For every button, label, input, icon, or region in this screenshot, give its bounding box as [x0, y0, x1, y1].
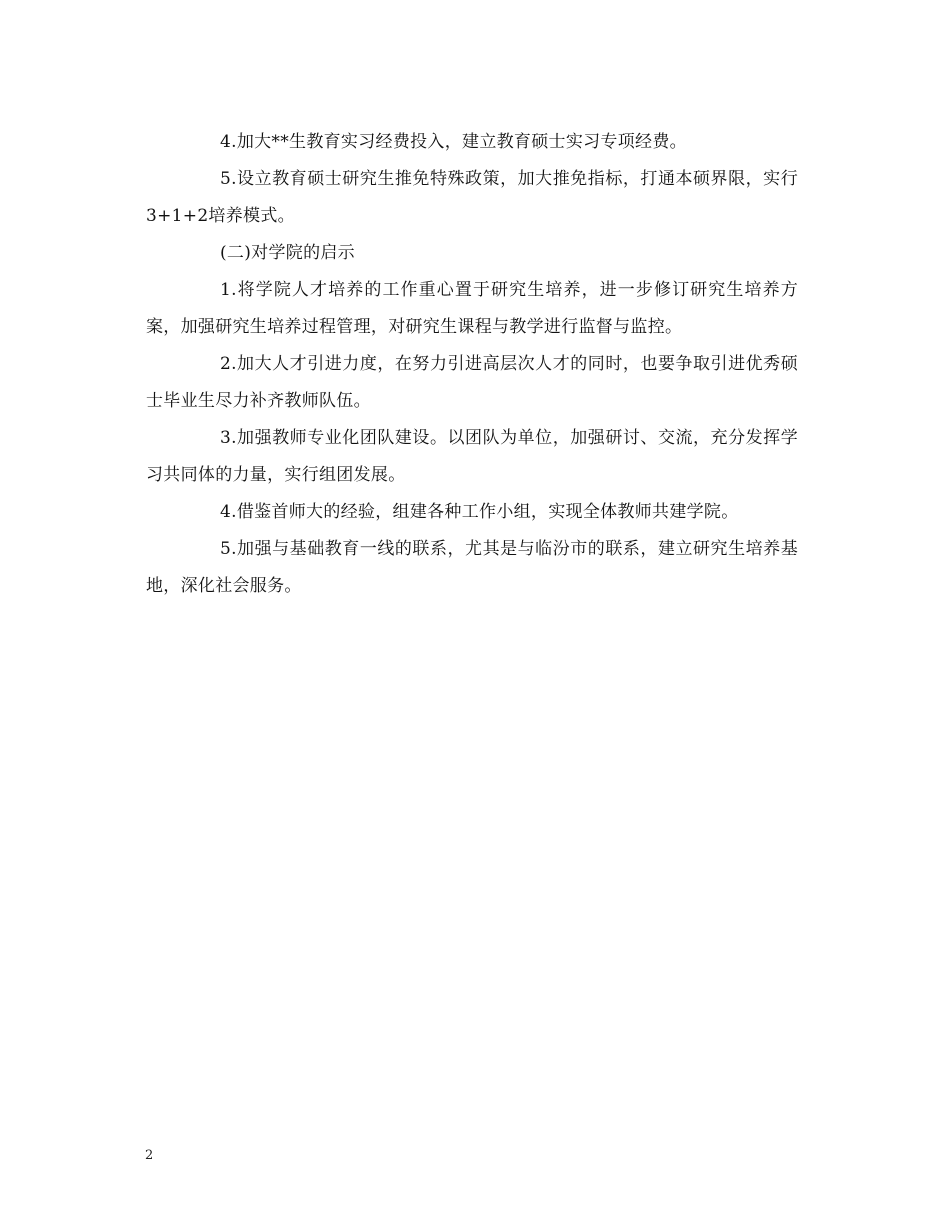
paragraph-item-5-social-service: 5.加强与基础教育一线的联系，尤其是与临汾市的联系，建立研究生培养基地，深化社会服务。: [146, 539, 798, 596]
paragraph-item-2-talent-recruitment: 2.加大人才引进力度，在努力引进高层次人才的同时，也要争取引进优秀硕士毕业生尽力补齐教师队伍。: [146, 354, 798, 411]
paragraph-item-4-working-groups: 4.借鉴首师大的经验，组建各种工作小组，实现全体教师共建学院。: [220, 502, 739, 522]
page-number: 2: [145, 1148, 154, 1163]
section-heading-college-insights: (二)对学院的启示: [220, 243, 355, 263]
paragraph-item-4-funding: 4.加大**生教育实习经费投入，建立教育硕士实习专项经费。: [220, 132, 687, 152]
paragraph-item-1-graduate-training: 1.将学院人才培养的工作重心置于研究生培养，进一步修订研究生培养方案，加强研究生培养过程管理，对研究生课程与教学进行监督与监控。: [146, 280, 798, 337]
document-body: [146, 124, 798, 605]
paragraph-item-3-team-building: 3.加强教师专业化团队建设。以团队为单位，加强研讨、交流，充分发挥学习共同体的力量，实行组团发展。: [146, 428, 798, 485]
paragraph-item-5-recommendation-policy: 5.设立教育硕士研究生推免特殊政策，加大推免指标，打通本硕界限，实行3+1+2培养模式。: [146, 169, 798, 226]
